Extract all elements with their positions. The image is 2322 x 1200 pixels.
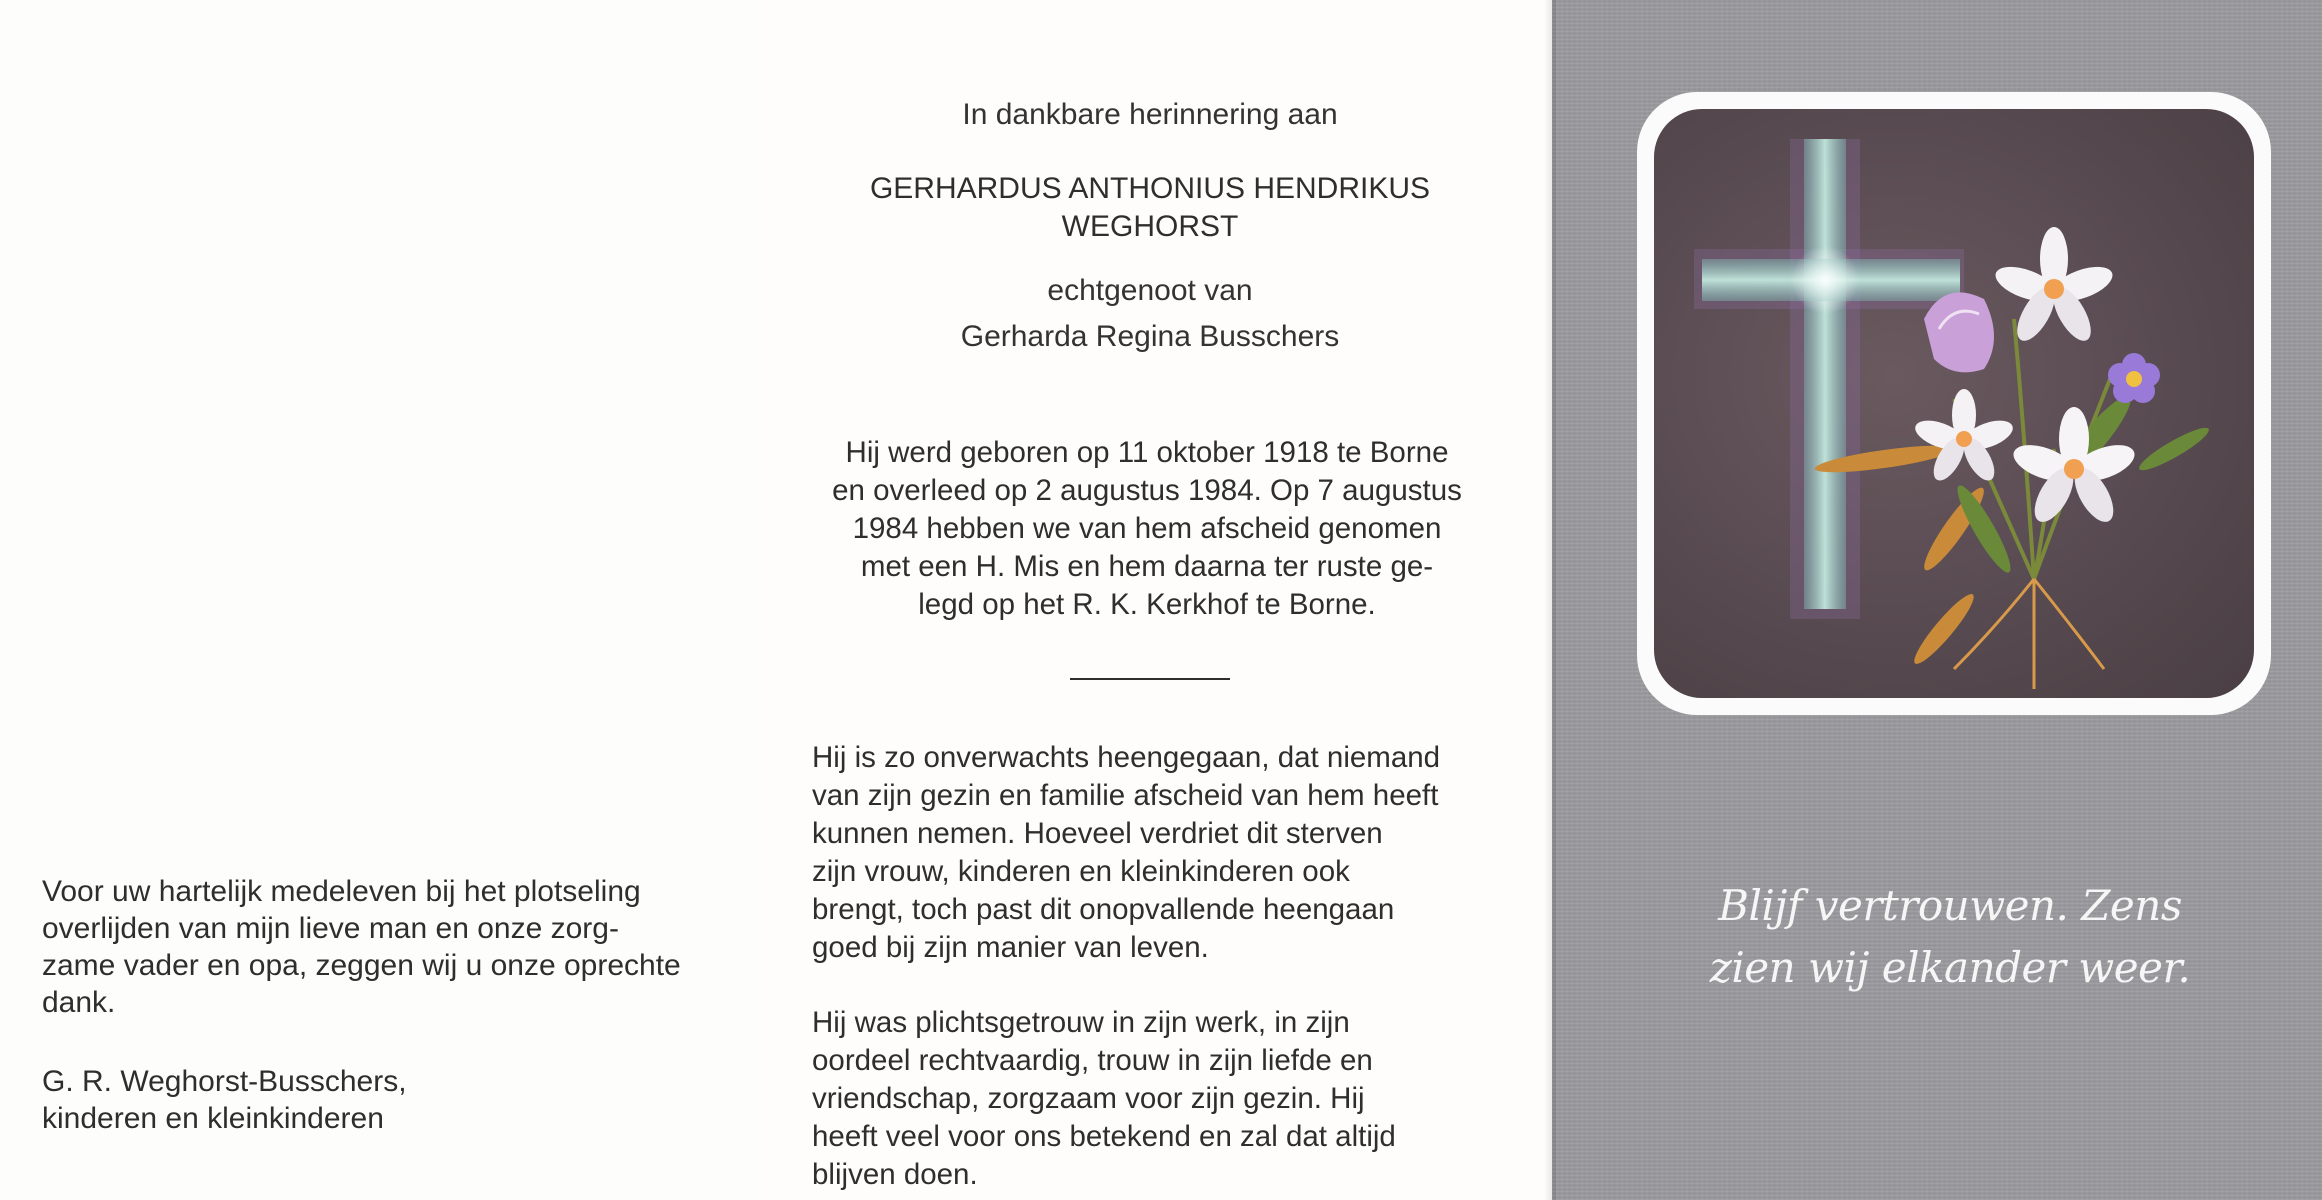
character-line: Hij was plichtsgetrouw in zijn werk, in zijn bbox=[812, 1006, 1350, 1039]
tribute-line: Hij is zo onverwachts heengegaan, dat niemand bbox=[812, 741, 1441, 774]
intro-text: In dankbare herinnering aan bbox=[962, 98, 1338, 131]
tribute-paragraph bbox=[812, 739, 1482, 967]
character-line: oordeel rechtvaardig, trouw in zijn liefde en bbox=[812, 1044, 1373, 1077]
deceased-name-line2: WEGHORST bbox=[1061, 210, 1239, 243]
tribute-line: van zijn gezin en familie afscheid van hem heeft bbox=[812, 779, 1439, 812]
biography-line: 1984 hebben we van hem afscheid genomen bbox=[852, 512, 1442, 545]
character-line: vriendschap, zorgzaam voor zijn gezin. Hij bbox=[812, 1082, 1365, 1115]
biography-paragraph bbox=[812, 434, 1482, 624]
tribute-line: zijn vrouw, kinderen en kleinkinderen ook bbox=[812, 855, 1350, 888]
character-paragraph bbox=[812, 1004, 1482, 1194]
biography-line: en overleed op 2 augustus 1984. Op 7 augustus bbox=[832, 474, 1462, 507]
biography-line: Hij werd geboren op 11 oktober 1918 te Borne bbox=[845, 436, 1449, 469]
thanks-line: Voor uw hartelijk medeleven bij het plotseling bbox=[42, 875, 641, 908]
card-fold bbox=[1544, 0, 1556, 1200]
section-divider bbox=[1070, 678, 1230, 680]
biography-line: met een H. Mis en hem daarna ter ruste ge- bbox=[860, 550, 1434, 583]
cross-with-lilies-icon bbox=[1654, 109, 2254, 698]
tribute-line: brengt, toch past dit onopvallende heengaan bbox=[812, 893, 1395, 926]
thanks-paragraph bbox=[42, 873, 712, 1021]
thanks-line: overlijden van mijn lieve man en onze zorg- bbox=[42, 912, 619, 945]
deceased-name bbox=[800, 170, 1500, 246]
cover-verse-line1: Blijf vertrouwen. Zens bbox=[1718, 881, 2182, 930]
deceased-name-line1: GERHARDUS ANTHONIUS HENDRIKUS bbox=[869, 172, 1431, 205]
signature-family: kinderen en kleinkinderen bbox=[42, 1102, 384, 1135]
spouse-name: Gerharda Regina Busschers bbox=[960, 320, 1340, 353]
thanks-line: zame vader en opa, zeggen wij u onze oprechte bbox=[42, 949, 681, 982]
character-line: heeft veel voor ons betekend en zal dat altijd bbox=[812, 1120, 1396, 1153]
character-line: blijven doen. bbox=[812, 1158, 978, 1191]
biography-line: legd op het R. K. Kerkhof te Borne. bbox=[918, 588, 1376, 621]
tribute-line: goed bij zijn manier van leven. bbox=[812, 931, 1209, 964]
spouse-label: echtgenoot van bbox=[1047, 274, 1253, 307]
signature-block bbox=[42, 1063, 712, 1137]
tribute-line: kunnen nemen. Hoeveel verdriet dit sterven bbox=[812, 817, 1383, 850]
thanks-line: dank. bbox=[42, 986, 116, 1019]
cover-verse-line2: zien wij elkander weer. bbox=[1709, 943, 2191, 992]
signature-name: G. R. Weghorst-Busschers, bbox=[42, 1065, 407, 1098]
